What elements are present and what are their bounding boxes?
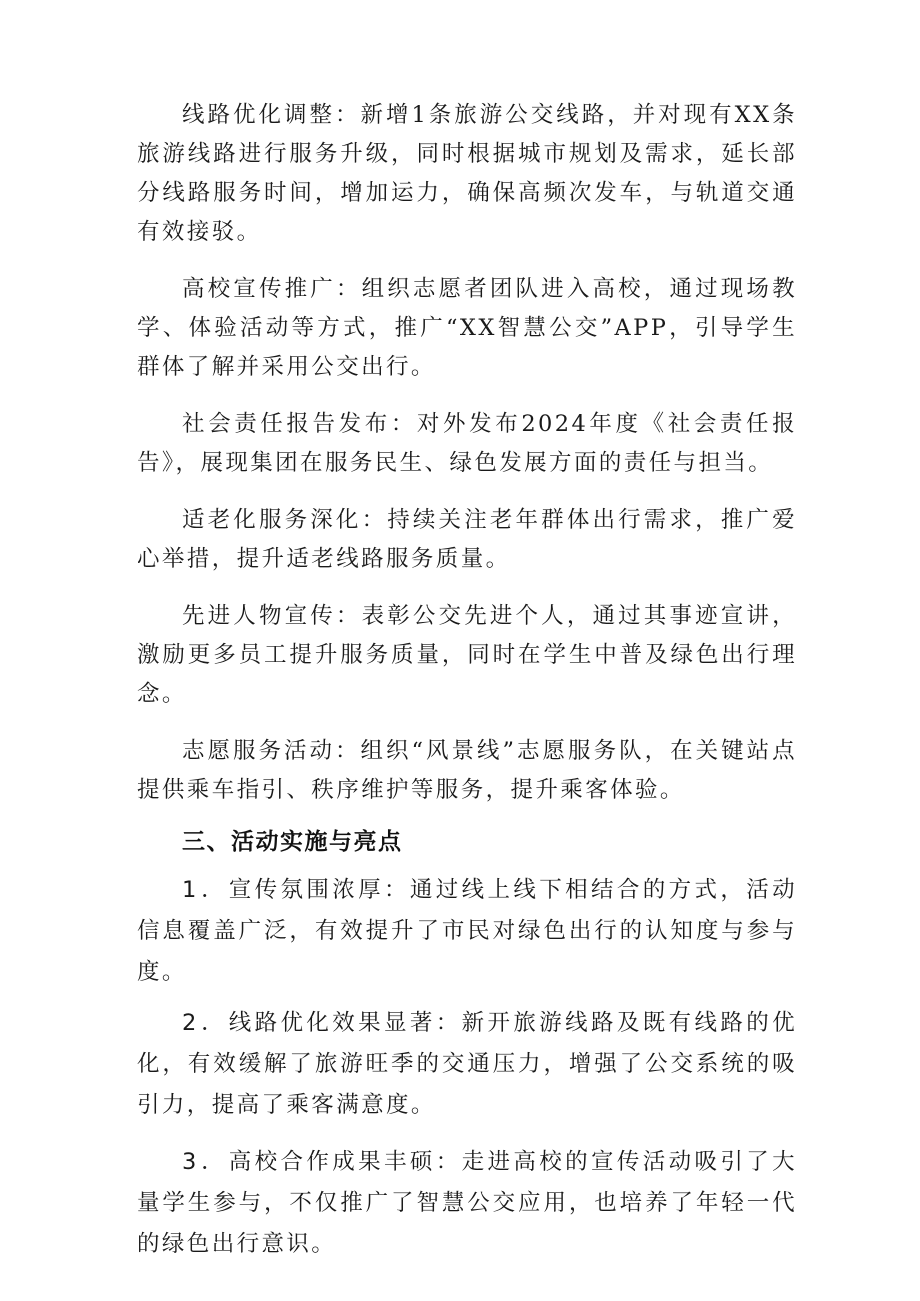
- numbered-item-1-text: 宣传氛围浓厚：通过线上线下相结合的方式，活动信息覆盖广泛，有效提升了市民对绿色出行的认知度与参与度。: [137, 877, 797, 985]
- numbered-item-3: [137, 1142, 797, 1265]
- numbered-item-1-number: 1．: [182, 877, 229, 903]
- paragraph-campus-promotion: 高校宣传推广：组织志愿者团队进入高校，通过现场教学、体验活动等方式，推广“XX智慧公交”APP，引导学生群体了解并采用公交出行。: [137, 276, 797, 380]
- document-body: [137, 96, 797, 1265]
- numbered-item-3-text: 高校合作成果丰硕：走进高校的宣传活动吸引了大量学生参与，不仅推广了智慧公交应用，也培养了年轻一代的绿色出行意识。: [137, 1149, 797, 1257]
- paragraph-model-worker-publicity: 先进人物宣传：表彰公交先进个人，通过其事迹宣讲，激励更多员工提升服务质量，同时在学生中普及绿色出行理念。: [137, 603, 797, 707]
- paragraph-elderly-service: 适老化服务深化：持续关注老年群体出行需求，推广爱心举措，提升适老线路服务质量。: [137, 507, 797, 572]
- paragraph-volunteer-activity: 志愿服务活动：组织“风景线”志愿服务队，在关键站点提供乘车指引、秩序维护等服务，提升乘客体验。: [137, 738, 797, 803]
- numbered-item-2: [137, 1003, 797, 1126]
- numbered-item-2-number: 2．: [182, 1010, 229, 1036]
- numbered-item-3-number: 3．: [182, 1149, 229, 1175]
- section-heading: 三、活动实施与亮点: [182, 829, 403, 855]
- numbered-item-2-text: 线路优化效果显著：新开旅游线路及既有线路的优化，有效缓解了旅游旺季的交通压力，增强了公交系统的吸引力，提高了乘客满意度。: [137, 1010, 797, 1118]
- numbered-item-1: [137, 870, 797, 993]
- paragraph-social-responsibility-report: 社会责任报告发布：对外发布2024年度《社会责任报告》，展现集团在服务民生、绿色发展方面的责任与担当。: [137, 411, 797, 476]
- paragraph-route-optimization: 线路优化调整：新增1条旅游公交线路，并对现有XX条旅游线路进行服务升级，同时根据城市规划及需求，延长部分线路服务时间，增加运力，确保高频次发车，与轨道交通有效接驳。: [137, 102, 797, 245]
